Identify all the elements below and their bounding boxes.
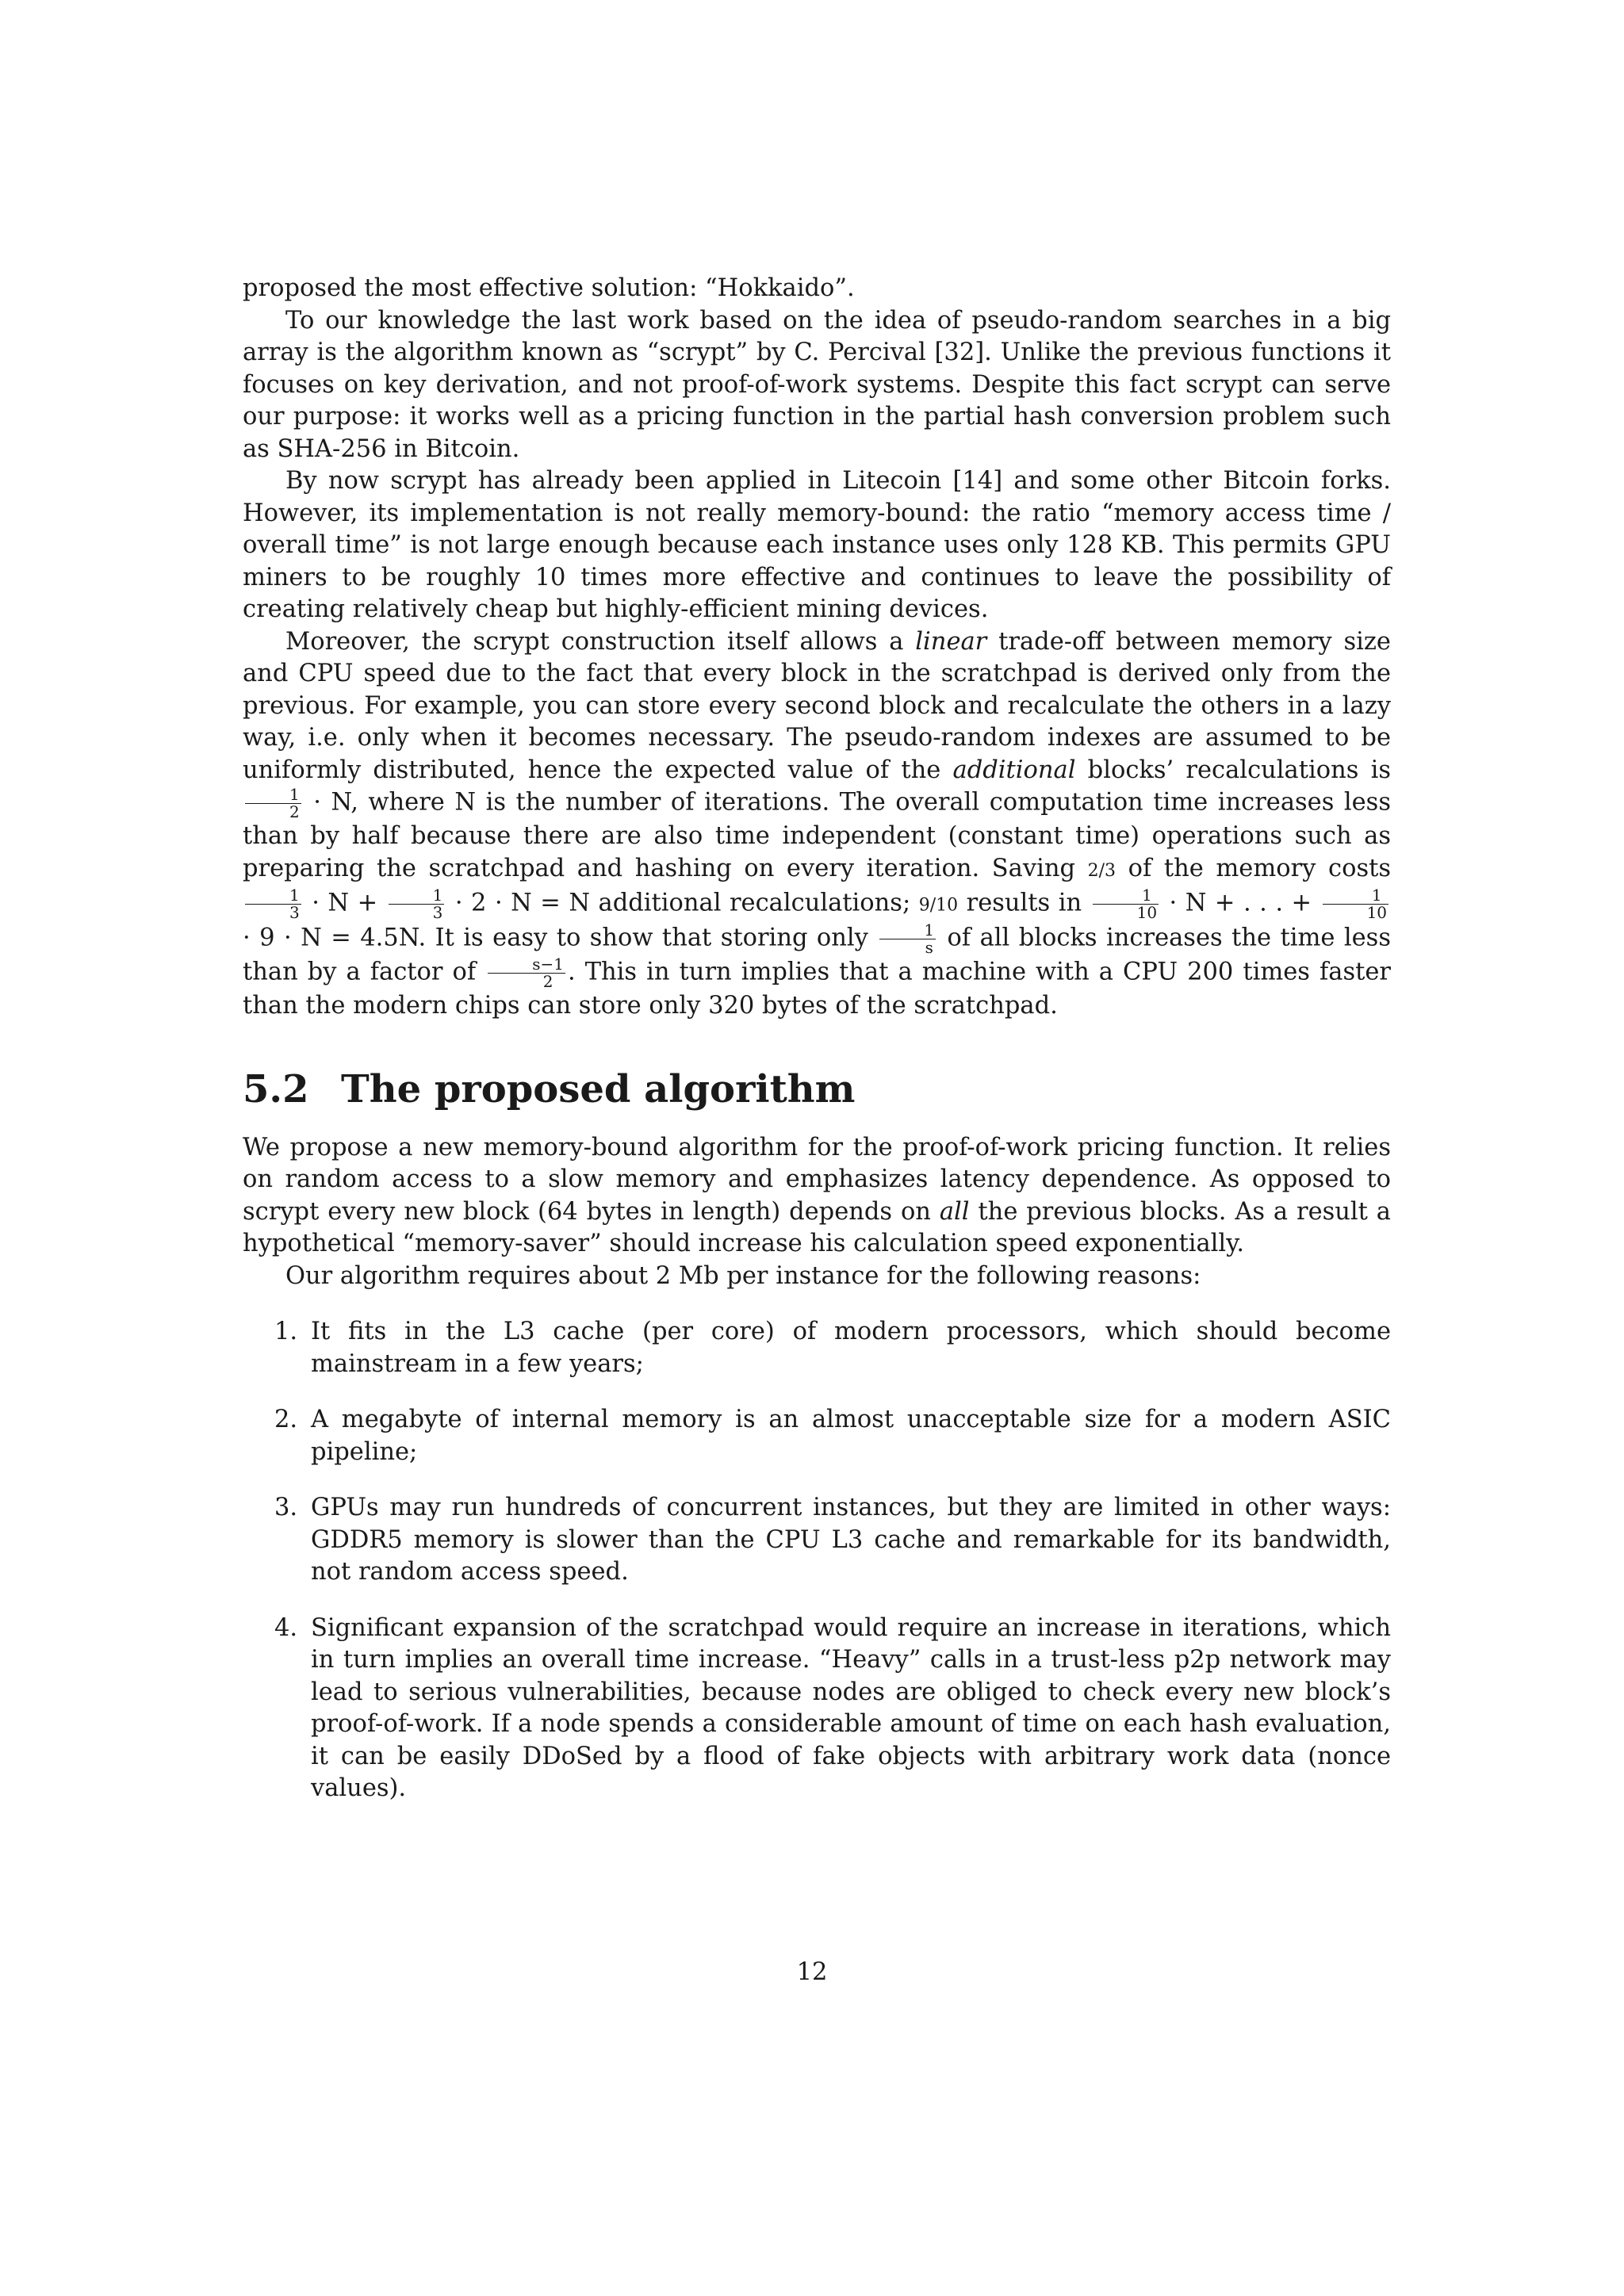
numerator: 1 xyxy=(245,887,301,905)
list-marker: 3. xyxy=(274,1494,298,1521)
denominator: s xyxy=(925,938,933,957)
paragraph: To our knowledge the last work based on the idea of pseudo-random searches in a big array is the algorithm known as “scrypt” by C. Percival [32]. Unlike the previous functions it focuses on key derivation, and not proof-of-work systems. Despite this fact scrypt can serve our purpose: it works well as a pricing function in the partial hash conversion problem such as SHA-256 in Bitcoin. xyxy=(243,306,1391,463)
page-number: 12 xyxy=(796,1958,828,1986)
emphasis: linear xyxy=(915,627,987,656)
section-number: 5.2 xyxy=(243,1066,309,1112)
section-heading xyxy=(243,1067,1391,1112)
text-run: of all blocks increases the time less than by a factor of xyxy=(243,924,1391,986)
reasons-list xyxy=(243,1316,1391,1805)
text-run: trade-off between memory size and CPU speed due to the fact that every block in the scratchpad is derived only from the previous. For example, you can store every second block and recalculate the others in a lazy way, i.e. only when it becomes necessary. The pseudo-random indexes are assumed to be uniformly distributed, hence the expected value of the xyxy=(243,627,1391,784)
numerator: s−1 xyxy=(488,956,565,974)
list-item-text: Significant expansion of the scratchpad would require an increase in iterations, which in turn implies an overall time increase. “Heavy” calls in a trust-less p2p network may lead to serious vulnerabilities, because nodes are obliged to check every new block’s proof-of-work. If a node spends a considerable amount of time on each hash evaluation, it can be easily DDoSed by a flood of fake objects with arbitrary work data (nonce values). xyxy=(311,1613,1391,1802)
numerator: 1 xyxy=(1093,887,1159,905)
text-run: · N, where N is the number of iterations. The overall computation time increases less than by half because there are also time independent (constant time) operations such as preparing the scratchpad and hashing on every iteration. Saving xyxy=(243,788,1391,882)
numerator: 1 xyxy=(245,786,301,804)
list-item xyxy=(243,1492,1391,1589)
list-marker: 1. xyxy=(274,1318,298,1345)
list-item-text: It fits in the L3 cache (per core) of modern processors, which should become mainstream in a few years; xyxy=(311,1318,1391,1378)
denominator: 10 xyxy=(1366,903,1388,922)
fraction xyxy=(389,887,445,921)
list-item-text: A megabyte of internal memory is an almost unacceptable size for a modern ASIC pipeline; xyxy=(311,1406,1391,1466)
text-run: · 9 · N = 4.5N. It is easy to show that storing only xyxy=(243,924,878,952)
numerator: 1 xyxy=(879,922,936,939)
fraction xyxy=(879,922,936,956)
text-run: results in xyxy=(958,889,1090,917)
fraction xyxy=(1323,887,1388,921)
denominator: 3 xyxy=(289,903,300,922)
list-item-text: GPUs may run hundreds of concurrent instances, but they are limited in other ways: GDDR5 memory is slower than the CPU L3 cache and remarkable for its bandwidth, not random access speed. xyxy=(311,1494,1391,1586)
paragraph: proposed the most effective solution: “Hokkaido”. xyxy=(243,274,855,302)
paragraph xyxy=(243,1132,1391,1261)
list-item xyxy=(243,1316,1391,1380)
numerator: 1 xyxy=(1323,887,1388,905)
section-title: The proposed algorithm xyxy=(341,1066,856,1112)
text-run: · N + xyxy=(303,889,386,917)
text-run: of the memory costs xyxy=(1116,854,1392,882)
slash-fraction: 2/3 xyxy=(1087,860,1116,881)
emphasis: additional xyxy=(952,756,1076,784)
text-run: the previous blocks. As a result a hypothetical “memory-saver” should increase his calculation speed exponentially. xyxy=(243,1197,1391,1257)
emphasis: all xyxy=(939,1197,970,1226)
fraction xyxy=(488,956,565,990)
paragraph: By now scrypt has already been applied in Litecoin [14] and some other Bitcoin forks. However, its implementation is not really memory-bound: the ratio “memory access time / overall time” is not large enough because each instance uses only 128 KB. This permits GPU miners to be roughly 10 times more effective and continues to leave the possibility of creating relatively cheap but highly-efficient mining devices. xyxy=(243,467,1391,623)
fraction xyxy=(245,887,301,921)
text-run: · N + . . . + xyxy=(1161,889,1320,917)
denominator: 10 xyxy=(1136,903,1158,922)
paragraph-tradeoff xyxy=(243,626,1391,1023)
slash-fraction: 9/10 xyxy=(918,895,959,916)
text-run: blocks’ recalculations is xyxy=(1075,756,1391,784)
denominator: 3 xyxy=(432,903,443,922)
text-run: We propose a new memory-bound algorithm for the proof-of-work pricing function. It relies on random access to a slow memory and emphasizes latency dependence. As opposed to scrypt every new block (64 bytes in length) depends on xyxy=(243,1133,1391,1226)
fraction xyxy=(245,786,301,821)
text-run: . This in turn implies that a machine with a CPU 200 times faster than the modern chips can store only 320 bytes of the scratchpad. xyxy=(243,958,1391,1020)
list-item xyxy=(243,1613,1391,1805)
paragraph: Our algorithm requires about 2 Mb per instance for the following reasons: xyxy=(285,1261,1201,1290)
fraction xyxy=(1093,887,1159,921)
text-run: Moreover, the scrypt construction itself allows a xyxy=(285,627,916,656)
numerator: 1 xyxy=(389,887,445,905)
text-run: · 2 · N = N additional recalculations; xyxy=(446,889,919,917)
list-marker: 4. xyxy=(274,1613,298,1642)
denominator: 2 xyxy=(289,802,300,821)
list-marker: 2. xyxy=(274,1406,298,1433)
list-item xyxy=(243,1404,1391,1468)
page-content xyxy=(243,273,1391,1829)
denominator: 2 xyxy=(542,972,553,991)
